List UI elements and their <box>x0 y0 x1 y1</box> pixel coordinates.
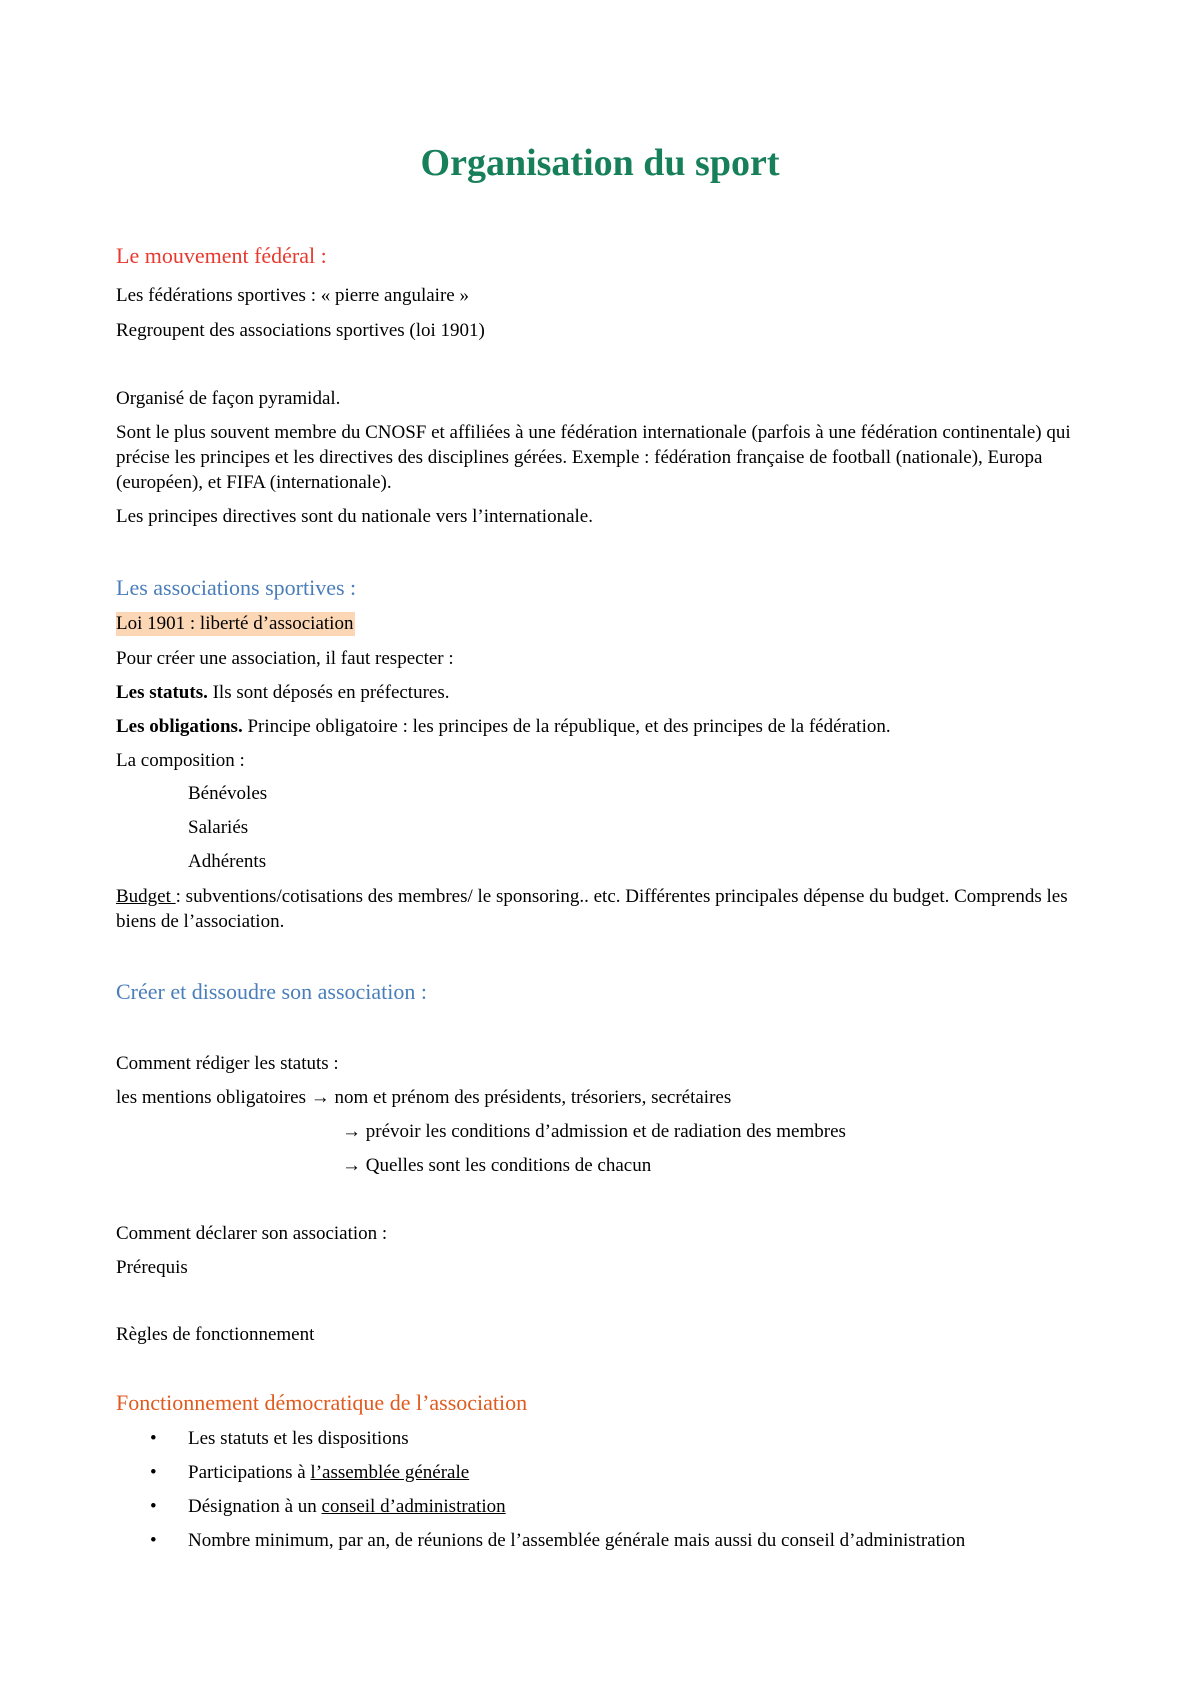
text-span: les mentions obligatoires <box>116 1087 306 1108</box>
bullet-item: Nombre minimum, par an, de réunions de l’assemblée générale mais aussi du conseil d’administration <box>188 1530 966 1551</box>
arrow-item: → Quelles sont les conditions de chacun <box>342 1155 652 1176</box>
obligations-line <box>116 715 891 739</box>
highlighted-line <box>116 612 355 636</box>
text-line: La composition : <box>116 750 245 771</box>
text-span: : subventions/cotisations des membres/ le sponsoring.. etc. Différentes principales dépense du budget. Comprends les biens de l’association. <box>116 886 1068 932</box>
bullet-glyph: • <box>150 1462 157 1483</box>
text-line: Prérequis <box>116 1257 188 1278</box>
statuts-line <box>116 681 450 705</box>
bold-label: Les statuts. <box>116 682 208 703</box>
budget-label: Budget <box>116 886 176 907</box>
text-line: Les fédérations sportives : « pierre angulaire » <box>116 285 469 306</box>
page-title: Organisation du sport <box>420 142 780 184</box>
composition-item: Adhérents <box>188 851 267 872</box>
section-heading-associations-sportives: Les associations sportives : <box>116 575 357 600</box>
highlight-loi-1901: Loi 1901 : liberté d’association <box>116 613 354 634</box>
composition-item: Salariés <box>188 817 249 838</box>
text-line: Pour créer une association, il faut respecter : <box>116 648 454 669</box>
arrow-item: → prévoir les conditions d’admission et de radiation des membres <box>342 1121 846 1142</box>
bullet-item <box>188 1460 1018 1485</box>
section-heading-mouvement-federal: Le mouvement fédéral : <box>116 243 327 268</box>
arrow-item: → nom et prénom des présidents, trésoriers, secrétaires <box>310 1087 732 1108</box>
bullet-item <box>188 1494 1018 1519</box>
mentions-line <box>116 1086 731 1110</box>
bold-label: Les obligations. <box>116 716 243 737</box>
text-line: Règles de fonctionnement <box>116 1324 315 1345</box>
text-line: Comment déclarer son association : <box>116 1223 388 1244</box>
budget-paragraph <box>116 884 1086 934</box>
text-span: Ils sont déposés en préfectures. <box>207 682 450 703</box>
text-paragraph: Sont le plus souvent membre du CNOSF et affiliées à une fédération internationale (parfois à une fédération continentale) qui précise les principes et les directives des disciplines gérées. Exemple : fédération française de football (nationale), Europa (européen), et FIFA (internationale). <box>116 422 1071 493</box>
bullet-item: Les statuts et les dispositions <box>188 1428 409 1449</box>
composition-item: Bénévoles <box>188 783 268 804</box>
text-line: Regroupent des associations sportives (loi 1901) <box>116 320 485 341</box>
text-line: Les principes directives sont du nationale vers l’internationale. <box>116 506 593 527</box>
text-span: Participations à <box>188 1462 311 1483</box>
text-span: Principe obligatoire : les principes de la république, et des principes de la fédération. <box>242 716 891 737</box>
text-span: Désignation à un <box>188 1496 322 1517</box>
text-line: Organisé de façon pyramidal. <box>116 388 341 409</box>
bullet-glyph: • <box>150 1530 157 1551</box>
text-line: Comment rédiger les statuts : <box>116 1053 339 1074</box>
section-heading-fonctionnement: Fonctionnement démocratique de l’association <box>116 1390 528 1415</box>
section-heading-creer-dissoudre: Créer et dissoudre son association : <box>116 979 427 1004</box>
bullet-glyph: • <box>150 1496 157 1517</box>
underlined-term: conseil d’administration <box>321 1496 506 1517</box>
bullet-glyph: • <box>150 1428 157 1449</box>
underlined-term: l’assemblée générale <box>310 1462 470 1483</box>
